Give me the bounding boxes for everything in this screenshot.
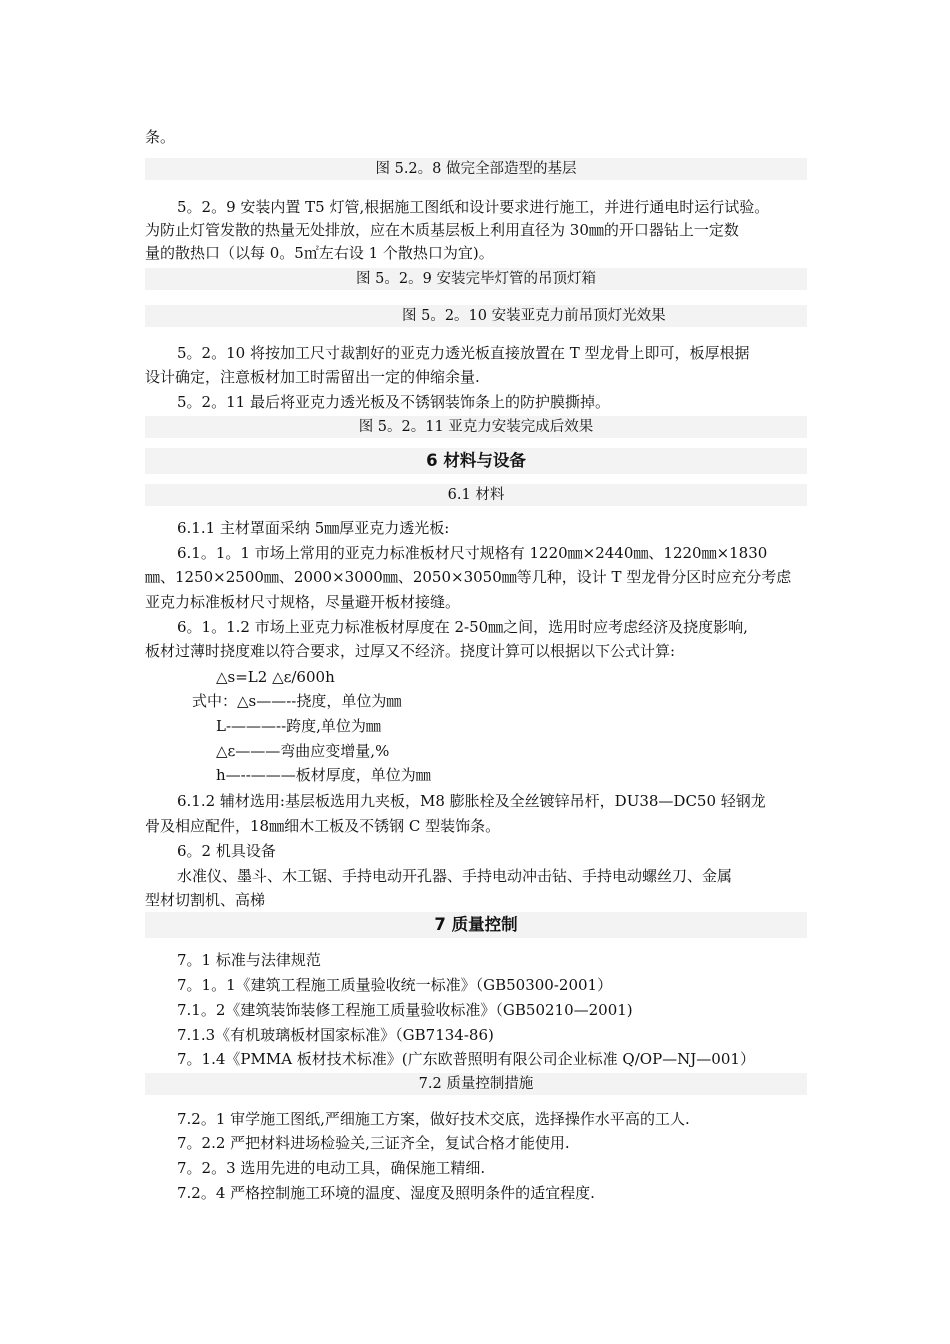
figure-caption-5-2-10: 图 5。2。10 安装亚克力前吊顶灯光效果 — [145, 305, 807, 327]
section-heading-6: 6 材料与设备 — [145, 448, 807, 474]
formula-var-L: L-———--跨度,单位为㎜ — [216, 717, 381, 735]
paragraph-6-1-2: 6.1.2 辅材选用:基层板选用九夹板，M8 膨胀栓及全丝镀锌吊杆，DU38—DC50 轻钢龙 — [177, 792, 766, 810]
formula-var-h: h—--———板材厚度，单位为㎜ — [216, 766, 431, 784]
paragraph-5-2-9-line2: 为防止灯管发散的热量无处排放，应在木质基层板上利用直径为 30㎜的开口器钻上一定数 — [145, 221, 739, 239]
figure-caption-5-2-9: 图 5。2。9 安装完毕灯管的吊顶灯箱 — [145, 268, 807, 290]
subsection-heading-7-2: 7.2 质量控制措施 — [145, 1073, 807, 1095]
figure-caption-5-2-8: 图 5.2。8 做完全部造型的基层 — [145, 158, 807, 180]
paragraph-6-2-equipment: 水准仪、墨斗、木工锯、手持电动开孔器、手持电动冲击钻、手持电动螺丝刀、金属 — [177, 867, 733, 885]
section-heading-7: 7 质量控制 — [145, 912, 807, 938]
formula-var-e: △ε———弯曲应变增量,% — [216, 742, 390, 760]
paragraph-6-1-1-1-line3: 亚克力标准板材尺寸规格，尽量避开板材接缝。 — [145, 593, 461, 611]
paragraph-7-1-1: 7。1。1《建筑工程施工质量验收统一标准》（GB50300-2001） — [177, 976, 613, 994]
paragraph-6-1-1-1: 6.1。1。1 市场上常用的亚克力标准板材尺寸规格有 1220㎜×2440㎜、1220㎜×1830 — [177, 544, 768, 562]
paragraph-7-2-1: 7.2。1 审学施工图纸,严细施工方案，做好技术交底，选择操作水平高的工人. — [177, 1110, 690, 1128]
subsection-heading-6-1: 6.1 材料 — [145, 484, 807, 506]
paragraph-5-2-9: 5。2。9 安装内置 T5 灯管,根据施工图纸和设计要求进行施工，并进行通电时运行试验。 — [177, 198, 770, 216]
paragraph-7-2-4: 7.2。4 严格控制施工环境的温度、湿度及照明条件的适宜程度. — [177, 1184, 595, 1202]
paragraph-7-2-3: 7。2。3 选用先进的电动工具，确保施工精细. — [177, 1159, 486, 1177]
paragraph-6-2: 6。2 机具设备 — [177, 842, 276, 860]
paragraph-6-1-1: 6.1.1 主材罩面采纳 5㎜厚亚克力透光板: — [177, 519, 450, 537]
formula-var-s: 式中：△s——--挠度，单位为㎜ — [192, 692, 402, 710]
paragraph-5-2-10: 5。2。10 将按加工尺寸裁割好的亚克力透光板直接放置在 T 型龙骨上即可，板厚根据 — [177, 344, 750, 362]
figure-caption-5-2-11: 图 5。2。11 亚克力安装完成后效果 — [145, 416, 807, 438]
paragraph-5-2-11: 5。2。11 最后将亚克力透光板及不锈钢装饰条上的防护膜撕掉。 — [177, 393, 610, 411]
paragraph-tail: 条。 — [145, 128, 176, 146]
paragraph-6-1-1-2: 6。1。1.2 市场上亚克力标准板材厚度在 2-50㎜之间，选用时应考虑经济及挠度影响, — [177, 618, 748, 636]
paragraph-6-1-1-1-line2: ㎜、1250×2500㎜、2000×3000㎜、2050×3050㎜等几种，设计 T 型龙骨分区时应充分考虑 — [145, 568, 792, 586]
paragraph-7-1-3: 7.1.3《有机玻璃板材国家标准》（GB7134-86) — [177, 1026, 494, 1044]
paragraph-7-1: 7。1 标准与法律规范 — [177, 951, 321, 969]
paragraph-6-2-equipment-line2: 型材切割机、高梯 — [145, 891, 266, 909]
paragraph-7-2-2: 7。2.2 严把材料进场检验关,三证齐全，复试合格才能使用. — [177, 1134, 570, 1152]
paragraph-7-1-2: 7.1。2《建筑装饰装修工程施工质量验收标准》（GB50210—2001) — [177, 1001, 633, 1019]
paragraph-7-1-4: 7。1.4《PMMA 板材技术标准》(广东欧普照明有限公司企业标准 Q/OP—NJ—001） — [177, 1050, 755, 1068]
paragraph-5-2-9-line3: 量的散热口（以每 0。5㎡左右设 1 个散热口为宜)。 — [145, 244, 494, 262]
paragraph-6-1-2-line2: 骨及相应配件，18㎜细木工板及不锈钢 C 型装饰条。 — [145, 817, 501, 835]
paragraph-5-2-10-line2: 设计确定，注意板材加工时需留出一定的伸缩余量. — [145, 368, 480, 386]
deflection-formula: △s=L2 △ε/600h — [216, 668, 335, 686]
paragraph-6-1-1-2-line2: 板材过薄时挠度难以符合要求，过厚又不经济。挠度计算可以根据以下公式计算: — [145, 642, 676, 660]
